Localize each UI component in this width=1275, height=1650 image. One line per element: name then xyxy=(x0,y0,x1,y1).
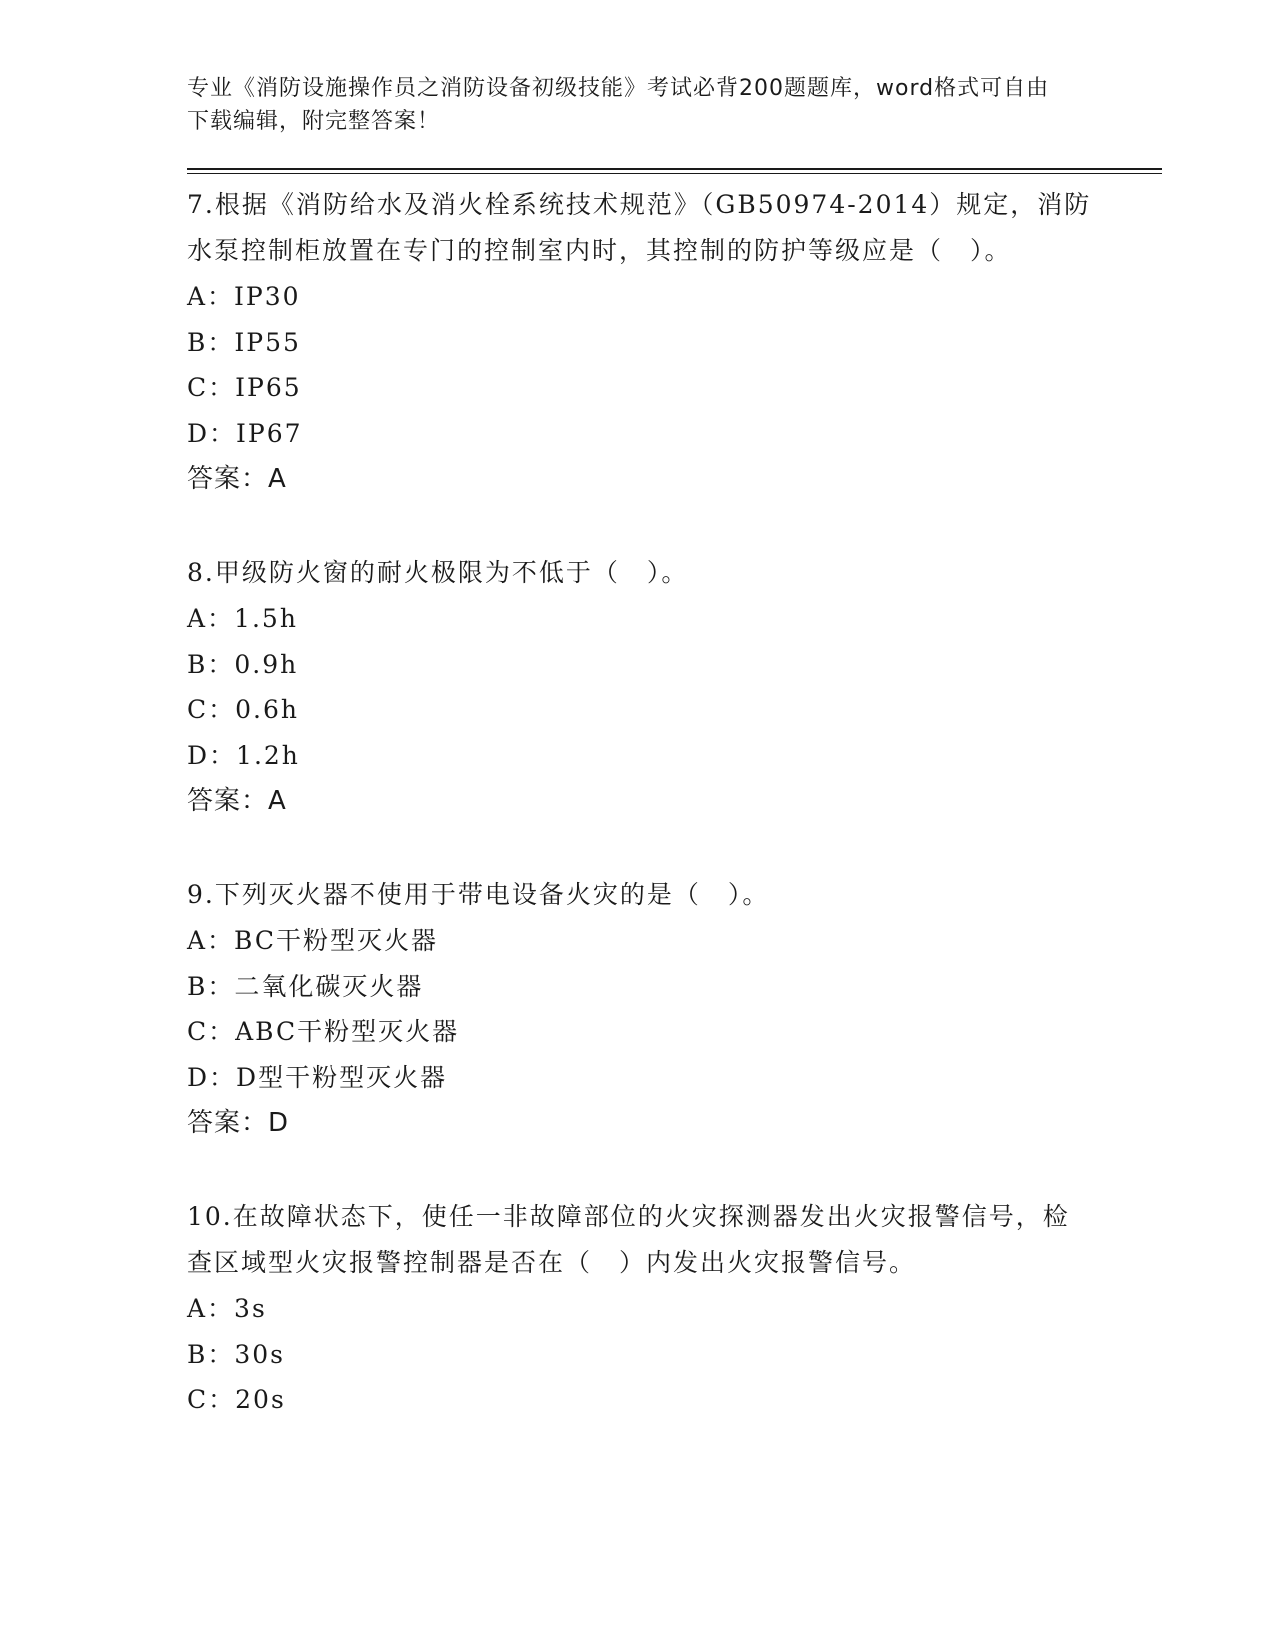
question-9 xyxy=(187,872,1162,1147)
answer-line: 答案：D xyxy=(187,1108,290,1138)
header-divider xyxy=(187,168,1162,174)
option-c: C：0.6h xyxy=(187,695,299,724)
option-d: D：D型干粉型灭火器 xyxy=(187,1062,448,1092)
option-b: B：30s xyxy=(187,1339,286,1369)
option-d: D：IP67 xyxy=(187,418,303,448)
answer-line: 答案：A xyxy=(187,786,287,816)
document-header: 专业《消防设施操作员之消防设备初级技能》考试必背200题题库，word格式可自由下载编辑，附完整答案！ xyxy=(187,76,1050,134)
question-7 xyxy=(187,182,1162,503)
question-stem: 10.在故障状态下，使任一非故障部位的火灾探测器发出火灾报警信号，检查区域型火灾报警控制器是否在（ ）内发出火灾报警信号。 xyxy=(187,1202,1070,1277)
question-8 xyxy=(187,550,1162,825)
option-d: D：1.2h xyxy=(187,740,300,770)
option-b: B：IP55 xyxy=(187,327,301,357)
option-a: A：1.5h xyxy=(187,604,298,633)
option-b: B：0.9h xyxy=(187,649,299,679)
question-stem: 7.根据《消防给水及消火栓系统技术规范》（GB50974-2014）规定，消防水泵控制柜放置在专门的控制室内时，其控制的防护等级应是（ ）。 xyxy=(187,190,1092,265)
document-page xyxy=(187,72,1162,1470)
option-c: C：IP65 xyxy=(187,373,302,402)
question-stem: 8.甲级防火窗的耐火极限为不低于（ ）。 xyxy=(187,558,689,587)
option-b: B：二氧化碳灭火器 xyxy=(187,971,424,1001)
question-stem: 9.下列灭火器不使用于带电设备火灾的是（ ）。 xyxy=(187,880,770,909)
option-c: C：20s xyxy=(187,1385,286,1414)
option-c: C：ABC干粉型灭火器 xyxy=(187,1017,460,1046)
question-10 xyxy=(187,1194,1162,1423)
answer-line: 答案：A xyxy=(187,464,287,494)
option-a: A：IP30 xyxy=(187,282,301,311)
option-a: A：3s xyxy=(187,1294,267,1323)
question-list xyxy=(187,182,1162,1423)
option-a: A：BC干粉型灭火器 xyxy=(187,926,439,955)
